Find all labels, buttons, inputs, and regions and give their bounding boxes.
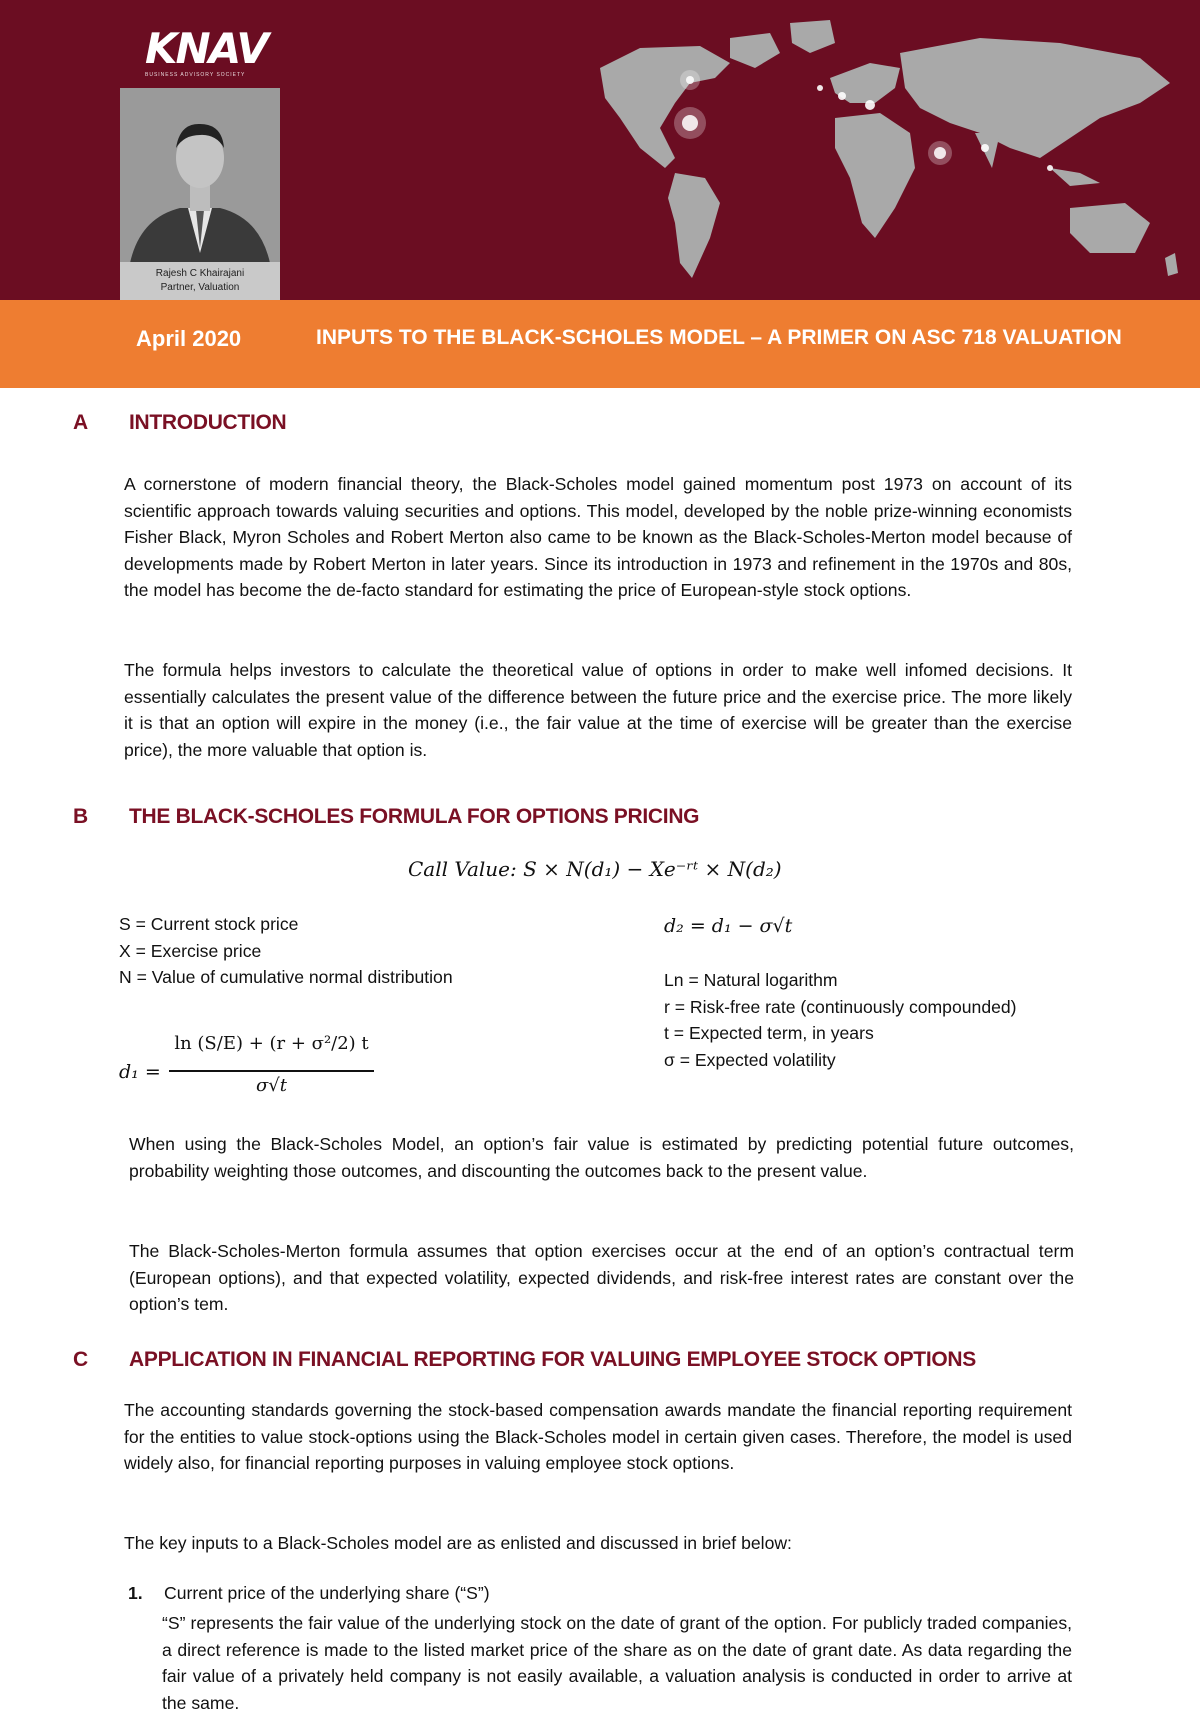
section-b-letter: B — [73, 805, 89, 828]
fraction-bar — [169, 1070, 374, 1072]
section-b-title: THE BLACK-SCHOLES FORMULA FOR OPTIONS PRICING — [129, 805, 700, 828]
list-item-1-title: Current price of the underlying share (“S”) — [164, 1583, 490, 1603]
d1-denominator: σ√t — [256, 1075, 287, 1096]
d1-numerator: ln (S/E) + (r + σ²/2) t — [174, 1033, 369, 1054]
definition-n: N = Value of cumulative normal distribution — [119, 967, 453, 987]
author-caption — [120, 262, 280, 300]
section-a-paragraph-1: A cornerstone of modern financial theory, the Black-Scholes model gained momentum post 1973 on account of its scientific approach towards valuing securities and options. This model, developed by the noble prize-winning economists Fisher Black, Myron Scholes and Robert Merton also came to be known as the Black-Scholes-Merton model because of developments made by Robert Merton in later years. Since its introduction in 1973 and refinement in the 1970s and 80s, the model has become the de-facto standard for estimating the price of European-style stock options. — [124, 474, 1072, 600]
world-map-graphic — [580, 8, 1200, 298]
company-logo: KNAV BUSINESS ADVISORY SOCIETY — [145, 24, 267, 78]
section-b-paragraph-2: The Black-Scholes-Merton formula assumes that option exercises occur at the end of an option’s contractual term (European options), and that expected volatility, expected dividends, and risk-free interest rates are constant over the option’s tem. — [129, 1241, 1074, 1314]
author-title: Partner, Valuation — [160, 282, 240, 293]
section-c-paragraph-1: The accounting standards governing the stock-based compensation awards mandate the financial reporting requirement for the entities to value stock-options using the Black-Scholes model in certain given cases. Therefore, the model is used widely also, for financial reporting purposes in valuing employee stock options. — [124, 1400, 1072, 1473]
section-a-paragraph-2: The formula helps investors to calculate the theoretical value of options in order to make well infomed decisions. It essentially calculates the present value of the difference between the future price and the exercise price. The more likely it is that an option will expire in the money (i.e., the fair value at the time of exercise will be greater than the exercise price), the more valuable that option is. — [124, 660, 1072, 760]
list-item-1-number: 1. — [128, 1583, 143, 1603]
d1-lhs: d₁ = — [119, 1061, 161, 1083]
author-photo — [120, 88, 280, 300]
section-c-letter: C — [73, 1348, 89, 1371]
author-name: Rajesh C Khairajani — [155, 268, 245, 279]
definition-ln: Ln = Natural logarithm — [664, 970, 838, 990]
section-c-title: APPLICATION IN FINANCIAL REPORTING FOR VALUING EMPLOYEE STOCK OPTIONS — [129, 1348, 976, 1371]
right-definitions — [664, 967, 1017, 1073]
section-a-letter: A — [73, 411, 89, 434]
call-value-formula: Call Value: S × N(d₁) − Xe⁻ʳᵗ × N(d₂) — [408, 857, 782, 881]
definition-r: r = Risk-free rate (continuously compounded) — [664, 996, 1017, 1017]
header-banner — [0, 0, 1200, 300]
d2-formula: d₂ = d₁ − σ√t — [664, 915, 793, 937]
document-title: INPUTS TO THE BLACK-SCHOLES MODEL – A PRIMER ON ASC 718 VALUATION — [316, 326, 1122, 349]
publication-date: April 2020 — [136, 326, 242, 351]
list-item-1-text: “S” represents the fair value of the underlying stock on the date of grant of the option. For publicly traded companies, a direct reference is made to the listed market price of the share as on the date of grant date. As data regarding the fair value of a privately held company is not easily available, a valuation analysis is conducted in order to arrive at the same. — [162, 1613, 1072, 1713]
section-b-paragraph-1: When using the Black-Scholes Model, an option’s fair value is estimated by predicting potential future outcomes, probability weighting those outcomes, and discounting the outcomes back to the present value. — [129, 1134, 1074, 1181]
definition-sigma: σ = Expected volatility — [664, 1049, 836, 1070]
section-c-paragraph-2: The key inputs to a Black-Scholes model are as enlisted and discussed in brief below: — [124, 1533, 792, 1553]
definition-s: S = Current stock price — [119, 914, 299, 934]
section-a-title: INTRODUCTION — [129, 411, 287, 434]
definition-t: t = Expected term, in years — [664, 1023, 874, 1043]
left-definitions — [119, 911, 453, 991]
d1-formula — [119, 1013, 379, 1103]
definition-x: X = Exercise price — [119, 940, 262, 961]
